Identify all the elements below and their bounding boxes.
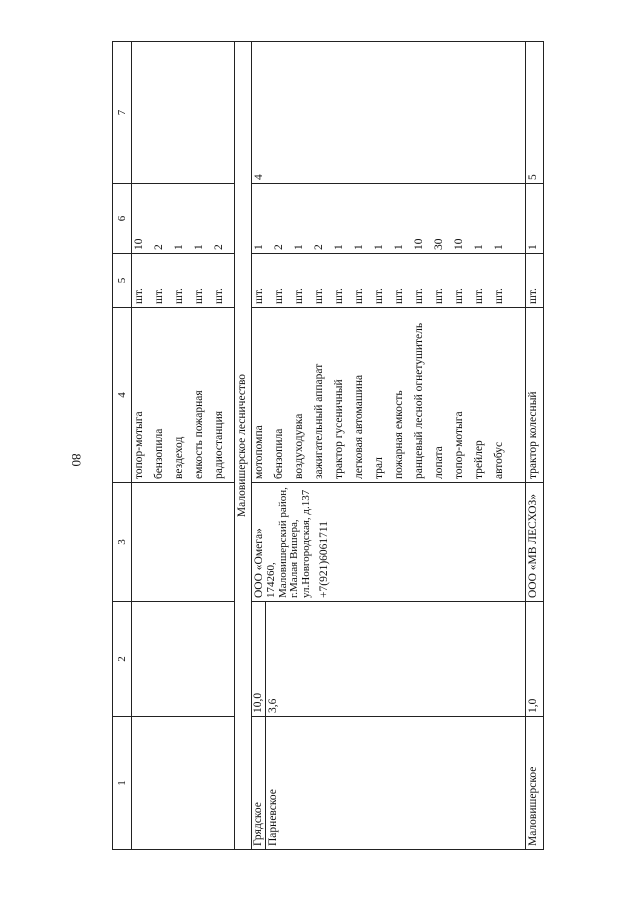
header-row (113, 42, 132, 850)
item-qty: 1 (293, 244, 305, 250)
org-address: 174260, Маловишерский район, г.Малая Вишера, ул.Новгородская, д.137 (265, 487, 312, 598)
item-name: трактор колесный (526, 308, 544, 483)
item-name: лопата (433, 446, 445, 479)
item-name: радиостанция (213, 410, 225, 479)
item-qty: 1 (193, 244, 205, 250)
item-name: легковая автомашина (353, 374, 365, 479)
table-cell (132, 483, 235, 602)
table-cell: 4 (252, 42, 526, 184)
item-unit: шт. (333, 288, 345, 304)
item-name: пожарная емкость (393, 390, 405, 479)
table-row (526, 42, 544, 850)
header-cell: 7 (113, 42, 132, 184)
item-unit: шт. (193, 288, 205, 304)
item-qty: 10 (133, 238, 145, 250)
item-unit: шт. (453, 288, 465, 304)
item-unit: шт. (133, 288, 145, 304)
item-qty: 10 (453, 238, 465, 250)
item-unit: шт. (273, 288, 285, 304)
item-name: мотопомпа (253, 425, 265, 479)
item-qty: 10 (413, 238, 425, 250)
district-name: Маловишерское (526, 717, 544, 850)
item-qty: 1 (493, 244, 505, 250)
area-value: 3,6 (267, 698, 280, 713)
item-unit: шт. (153, 288, 165, 304)
item-qty: 30 (433, 238, 445, 250)
table-row (252, 42, 526, 850)
item-name: вездеход (173, 436, 185, 479)
item-unit: шт. (393, 288, 405, 304)
district-name: Грядское (252, 717, 266, 849)
header-cell: 4 (113, 308, 132, 483)
header-cell: 1 (113, 717, 132, 850)
table-cell: 5 (526, 42, 544, 184)
org-phone: +7(921)6061711 (318, 521, 331, 598)
district-name: Парневское (267, 789, 280, 846)
item-name: емкость пожарная (193, 390, 205, 479)
section-row (235, 42, 252, 850)
units-cell (132, 254, 235, 308)
item-qty: 1 (173, 244, 185, 250)
item-unit: шт. (433, 288, 445, 304)
item-name: топор-мотыга (133, 411, 145, 479)
item-name: бензопила (153, 428, 165, 479)
page-number: 80 (69, 453, 84, 467)
item-unit: шт. (253, 288, 265, 304)
table-cell (132, 602, 235, 717)
items-cell (132, 308, 235, 483)
header-cell: 2 (113, 602, 132, 717)
item-qty: 2 (313, 244, 325, 250)
item-name: топор-мотыга (453, 411, 465, 479)
item-unit: шт. (353, 288, 365, 304)
item-qty: 1 (526, 184, 544, 254)
item-name: трейлер (473, 440, 485, 479)
item-qty: 1 (333, 244, 345, 250)
org-cell (252, 483, 526, 602)
header-cell: 3 (113, 483, 132, 602)
table-cell (132, 42, 235, 184)
data-table (112, 41, 544, 850)
qty-cell (252, 184, 526, 254)
item-name: воздуходувка (293, 413, 305, 479)
table-cell (132, 717, 235, 850)
item-name: автобус (493, 441, 505, 479)
item-unit: шт. (213, 288, 225, 304)
area-value: 10,0 (252, 602, 266, 716)
item-unit: шт. (173, 288, 185, 304)
org-name: ООО «Омега» (253, 528, 265, 598)
table-container (112, 42, 544, 850)
item-qty: 1 (473, 244, 485, 250)
item-name: ранцевый лесной огнетушитель (413, 322, 425, 479)
qty-cell (132, 184, 235, 254)
item-qty: 1 (373, 244, 385, 250)
item-unit: шт. (413, 288, 425, 304)
item-qty: 1 (393, 244, 405, 250)
org-name: ООО «МВ ЛЕСХОЗ» (526, 483, 544, 602)
item-qty: 2 (273, 244, 285, 250)
item-unit: шт. (293, 288, 305, 304)
item-name: трал (373, 457, 385, 479)
items-cell (252, 308, 526, 483)
item-unit: шт. (493, 288, 505, 304)
header-cell: 6 (113, 184, 132, 254)
table-row (132, 42, 235, 850)
section-title: Маловишерское лесничество (235, 42, 252, 850)
item-unit: шт. (313, 288, 325, 304)
header-cell: 5 (113, 254, 132, 308)
item-qty: 1 (253, 244, 265, 250)
item-name: зажигательный аппарат (313, 363, 325, 479)
names-cell (252, 717, 526, 850)
item-name: трактор гусеничный (333, 379, 345, 479)
item-qty: 2 (213, 244, 225, 250)
values-cell (252, 602, 526, 717)
item-qty: 1 (353, 244, 365, 250)
item-unit: шт. (373, 288, 385, 304)
item-unit: шт. (473, 288, 485, 304)
units-cell (252, 254, 526, 308)
item-unit: шт. (526, 254, 544, 308)
item-name: бензопила (273, 428, 285, 479)
item-qty: 2 (153, 244, 165, 250)
area-value: 1,0 (526, 602, 544, 717)
